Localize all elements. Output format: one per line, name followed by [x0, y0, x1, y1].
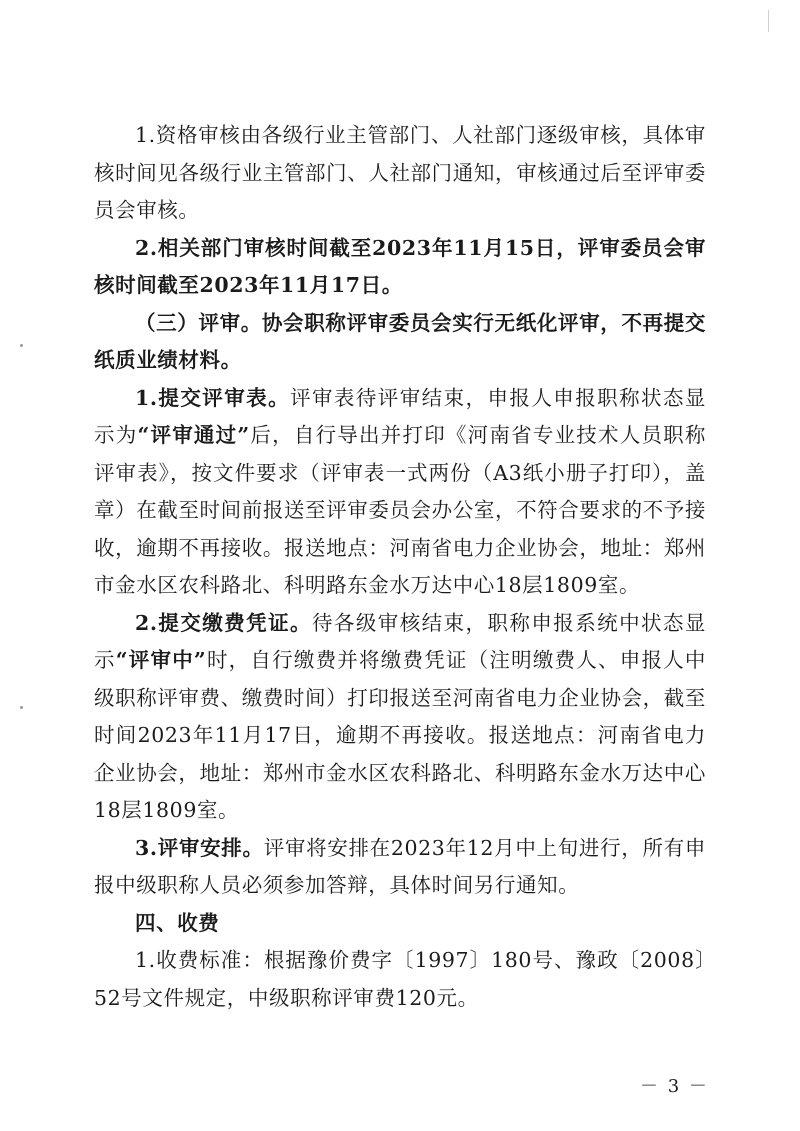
- status-under-review: “评审中”: [115, 648, 207, 672]
- item-heading-arrangement: 3.评审安排。: [135, 835, 264, 860]
- binding-hole-mark: [20, 706, 23, 709]
- paragraph-qualification-review: 1.资格审核由各级行业主管部门、人社部门逐级审核，具体审核时间见各级行业主管部门、人社部门通知，审核通过后至评审委员会审核。: [94, 123, 706, 222]
- document-body: [94, 117, 706, 1017]
- paragraph-section-review: [94, 305, 706, 380]
- submit-payment-text-b: 时，自行缴费并将缴费凭证（注明缴费人、申报人中级职称评审费、缴费时间）打印报送至河南省电力企业协会，截至时间2023年11月17日，逾期不再接收。报送地点：河南省电力企业协会，地址：郑州市金水区农科路北、科明路东金水万达中心18层1809室。: [94, 648, 706, 822]
- paragraph-review-deadline: 2.相关部门审核时间截至2023年11月15日，评审委员会审核时间截至2023年11月17日。: [94, 235, 706, 297]
- paragraph-review-arrangement: [94, 830, 706, 905]
- item-heading-submit-form: 1.提交评审表。: [135, 385, 291, 410]
- item-heading-submit-payment: 2.提交缴费凭证。: [135, 610, 312, 635]
- paragraph-fee-standard: 1.收费标准：根据豫价费字〔1997〕180号、豫政〔2008〕52号文件规定，中级职称评审费120元。: [94, 948, 706, 1010]
- submit-form-text-b: 后，自行导出并打印《河南省专业技术人员职称评审表》，按文件要求（评审表一式两份（A3纸小册子打印），盖章）在截至时间前报送至评审委员会办公室，不符合要求的不予接收，逾期不再接收。报送地点：河南省电力企业协会，地址：郑州市金水区农科路北、科明路东金水万达中心18层1809室。: [94, 423, 706, 597]
- page-number: － 3 －: [640, 1076, 709, 1097]
- paragraph-submit-review-form: [94, 380, 706, 605]
- submit-payment-text-a: 待各级审核结束，职称申报系统中状态显示: [94, 610, 706, 672]
- section-review-text: 协会职称评审委员会实行无纸化评审，不再提交纸质业绩材料。: [94, 310, 706, 372]
- paragraph-submit-payment: [94, 605, 706, 830]
- scan-mark: [768, 10, 769, 32]
- arrangement-text: 评审将安排在2023年12月中上旬进行，所有申报中级职称人员必须参加答辩，具体时间另行通知。: [94, 835, 706, 897]
- status-review-passed: “评审通过”: [137, 423, 250, 447]
- section-heading-review: （三）评审。: [135, 310, 262, 335]
- binding-hole-mark: [20, 344, 23, 347]
- submit-form-text-a: 评审表待评审结束，申报人申报职称状态显示为: [94, 385, 707, 447]
- section-heading-fees: 四、收费: [135, 910, 220, 935]
